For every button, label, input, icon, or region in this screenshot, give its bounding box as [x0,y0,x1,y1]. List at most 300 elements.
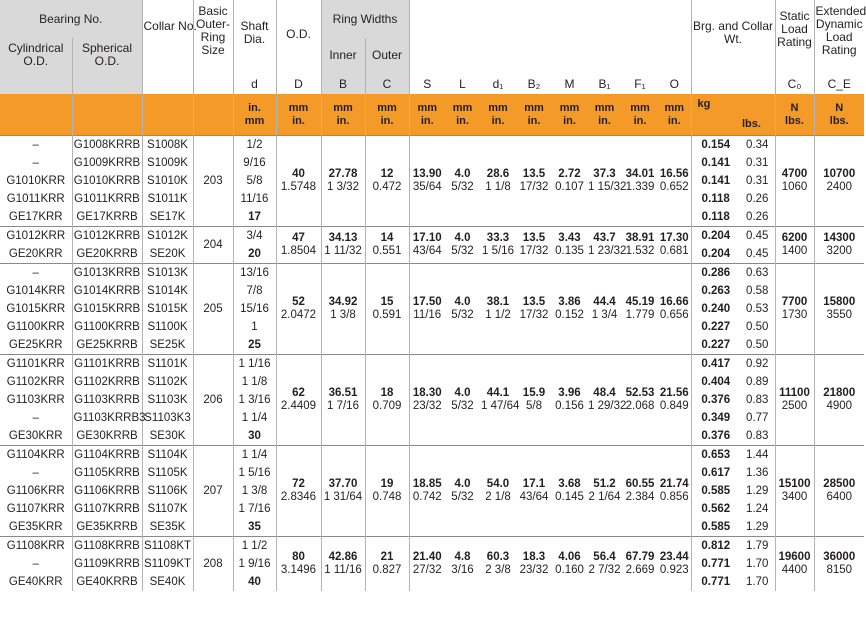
collar-no-cell: S1101K [142,355,193,374]
dim-mm-value: 23.44 [659,551,689,563]
shaft-dia-cell: 1 9/16 [233,555,276,573]
dim-mm-value: 16.66 [659,296,689,308]
weight-lbs-cell: 0.26 [746,210,769,223]
shaft-dia-cell: 1 1/8 [233,373,276,391]
collar-no-cell: S1013K [142,264,193,283]
dim-d1-cell [480,355,520,446]
units-blank-1 [0,94,72,136]
dim-l-cell [445,227,480,264]
units-blank-3 [142,94,193,136]
table-row [0,264,864,283]
weight-lbs-cell: 0.63 [740,264,775,283]
load-n-value: 28500 [823,478,856,490]
spherical-od-cell: G1011KRRB [72,190,142,208]
units-kg: kg [691,94,740,136]
units-load [775,94,814,136]
dim-in-value: 17/32 [519,309,549,321]
collar-no-cell: S1100K [142,318,193,336]
dim-mm-value: 14 [380,232,394,244]
dim-in-value: 1 15/32 [588,181,627,193]
load-n-value: 7700 [781,296,808,308]
weight-kg-cell: 0.349 [691,409,740,427]
unit-in: in. [380,114,394,127]
units-dim [622,94,658,136]
dim-in-value: 0.156 [555,400,584,412]
dim-in-value: 0.742 [412,491,442,503]
ring-size-cell: 206 [193,355,233,446]
dim-in-value: 0.709 [372,400,402,412]
dim-mm-value: 38.91 [625,232,655,244]
dim-mm-value: 19 [380,478,394,490]
header-ring-widths: Ring Widths [321,0,409,38]
shaft-dia-cell: 1 1/2 [233,537,276,556]
collar-no-cell: SE30K [142,427,193,446]
dim-in-value: 43/64 [412,245,442,257]
dim-in-value: 0.472 [372,181,402,193]
weight-kg-cell: 0.118 [691,208,740,227]
load-n-value: 15800 [823,296,856,308]
collar-no-cell: S1103K3 [142,409,193,427]
dim-mm-value: 33.3 [486,232,510,244]
symbol-B1: B₁ [598,77,611,91]
dim-in-value: 0.681 [659,245,689,257]
dim-b-cell [321,136,365,227]
dim-mm-value: 44.4 [593,296,616,308]
table-row [0,355,864,374]
spherical-od-cell: GE30KRRB [72,427,142,446]
collar-no-cell: S1109KT [142,555,193,573]
dynamic-load-cell [814,136,864,227]
static-load-cell [775,537,814,592]
collar-no-cell: SE40K [142,573,193,591]
dim-in-value: 0.152 [555,309,584,321]
dim-in-value: 1 11/32 [324,245,362,257]
weight-lbs-cell: 0.77 [746,411,769,424]
dim-mm-value: 21.56 [659,387,689,399]
unit-mm: mm [664,101,685,114]
load-lbs-value: 3400 [781,491,808,503]
dim-in-value: 0.135 [555,245,584,257]
shaft-dia-cell: 5/8 [233,172,276,190]
dim-mm-value: 37.70 [328,478,358,490]
load-n-value: 11100 [779,387,810,399]
dim-mm-value: 72 [292,478,305,490]
header-spherical: Spherical O.D. [72,38,142,72]
dim-mm-value: 37.3 [593,168,616,180]
dim-in-value: 2 1/8 [485,491,511,503]
weight-kg-cell: 0.585 [691,482,740,500]
collar-no-cell: S1009K [142,154,193,172]
dim-s-cell [409,537,445,592]
dim-m-cell [552,227,587,264]
symbol-B2: B₂ [527,77,541,91]
weight-lbs-cell: 0.50 [746,338,769,351]
dim-mm-value: 3.96 [558,387,581,399]
weight-lbs-cell: 0.89 [746,375,769,388]
weight-kg-cell: 0.240 [691,300,740,318]
cylindrical-od-cell: GE30KRR [8,429,63,442]
dim-b2-cell [516,355,552,446]
unit-in: in. [527,114,541,127]
dim-l-cell [445,537,480,592]
dim-m-cell [552,537,587,592]
weight-kg-cell: 0.771 [691,573,740,591]
dim-in-value: 2.068 [625,400,655,412]
unit-mm: mm [559,101,580,114]
dim-in-value: 1 11/16 [324,564,362,576]
spherical-od-cell: G1010KRRB [72,172,142,190]
units-dim [587,94,622,136]
dim-mm-value: 43.7 [593,232,616,244]
shaft-dia-cell: 9/16 [233,154,276,172]
dim-mm-value: 54.0 [486,478,510,490]
dim-f1-cell [622,537,658,592]
unit-mm: mm [244,114,265,127]
dim-in-value: 1 1/2 [485,309,511,321]
static-load-cell [775,264,814,355]
unit-N: N [835,101,844,114]
dim-mm-value: 52.53 [625,387,655,399]
dim-mm-value: 18.30 [412,387,442,399]
dim-c-cell [365,136,409,227]
dim-b-cell [321,537,365,592]
dim-m-cell [552,355,587,446]
units-lbs: lbs. [740,94,775,136]
dim-mm-value: 21.40 [412,551,442,563]
dim-in-value: 5/32 [451,491,474,503]
header-shaft-dia: Shaft Dia. [233,0,276,72]
dim-in-value: 23/32 [412,400,442,412]
symbol-d: d [233,72,276,94]
static-load-cell [775,136,814,227]
symbol-d1: d₁ [492,77,504,91]
collar-no-cell: SE35K [142,518,193,537]
weight-kg-cell: 0.653 [691,446,740,465]
dim-mm-value: 18.3 [522,551,546,563]
dim-mm-value: 13.5 [522,232,546,244]
dim-mm-value: 3.43 [558,232,581,244]
dim-o-cell [658,264,691,355]
weight-lbs-cell: 1.29 [746,520,769,533]
units-dim [658,94,691,136]
dim-in-value: 2 3/8 [485,564,511,576]
collar-no-cell: S1102K [142,373,193,391]
unit-in: in. [598,114,611,127]
dim-mm-value: 51.2 [593,478,616,490]
dim-mm-value: 4.0 [454,387,471,399]
unit-in: in. [336,114,350,127]
weight-kg-cell: 0.404 [691,373,740,391]
spherical-od-cell: G1107KRRB [72,500,142,518]
collar-no-cell: SE25K [142,336,193,355]
dim-o-cell [658,446,691,537]
dim-in-value: 0.856 [659,491,689,503]
shaft-dia-cell: 7/8 [233,282,276,300]
weight-lbs-cell: 1.70 [746,575,769,588]
weight-lbs-cell: 0.31 [746,174,769,187]
header-cylindrical: Cylindrical O.D. [0,38,72,72]
shaft-dia-cell: 1 1/4 [233,446,276,465]
shaft-dia-cell: 1 3/8 [233,482,276,500]
dim-mm-value: 38.1 [486,296,510,308]
load-n-value: 21800 [823,387,856,399]
shaft-dia-cell: 11/16 [233,190,276,208]
header-static-load: Static Load Rating [775,0,814,72]
dim-s-cell [409,264,445,355]
dim-in-value: 1 7/16 [327,400,359,412]
dim-b-cell [321,264,365,355]
shaft-dia-cell: 35 [233,518,276,537]
dim-mm-value: 13.90 [412,168,442,180]
dim-mm-value: 21 [380,551,394,563]
dim-in-value: 0.849 [659,400,689,412]
dim-in-value: 1.779 [625,309,655,321]
units-load [814,94,864,136]
weight-kg-cell: 0.204 [691,227,740,246]
dim-in-value: 1.339 [625,181,655,193]
header-gray-fill-2 [72,72,142,94]
unit-mm: mm [377,101,397,114]
load-n-value: 10700 [823,168,856,180]
symbol-M: M [564,77,575,91]
header-collar-no: Collar No. [142,0,193,94]
cylindrical-od-cell: – [32,466,39,479]
dim-mm-value: 15 [380,296,394,308]
collar-no-cell: SE17K [142,208,193,227]
header-ext-dyn-load: Extended Dynamic Load Rating [814,0,864,72]
dim-mm-value: 45.19 [625,296,655,308]
dim-mm-value: 18.85 [412,478,442,490]
spherical-od-cell: G1106KRRB [72,482,142,500]
dim-mm-value: 17.30 [659,232,689,244]
dim-b1-cell [587,264,622,355]
weight-kg-cell: 0.771 [691,555,740,573]
unit-N: N [790,101,799,114]
dim-mm-value: 12 [380,168,394,180]
weight-lbs-cell: 1.70 [746,557,769,570]
dim-c-cell [365,227,409,264]
dim-mm-value: 27.78 [328,168,358,180]
dim-mm-value: 4.8 [454,551,471,563]
load-lbs-value: 2400 [826,181,853,193]
dynamic-load-cell [814,264,864,355]
spherical-od-cell: G1009KRRB [72,154,142,172]
header-inner: Inner [321,38,365,72]
weight-lbs-cell: 0.31 [746,156,769,169]
table-row [0,537,864,556]
spherical-od-cell: G1013KRRB [72,264,142,283]
cylindrical-od-cell: G1015KRR [6,302,66,315]
cylindrical-od-cell: GE40KRR [8,575,63,588]
weight-kg-cell: 0.227 [691,318,740,336]
cylindrical-od-cell: GE25KRR [8,338,63,351]
shaft-dia-cell: 40 [233,573,276,591]
dim-mm-value: 34.01 [625,168,655,180]
cylindrical-od-cell: GE17KRR [8,210,63,223]
weight-kg-cell: 0.812 [691,537,740,556]
load-n-value: 4700 [781,168,808,180]
cylindrical-od-cell: GE35KRR [8,520,63,533]
weight-kg-cell: 0.286 [691,264,740,283]
symbol-CE: C_E [814,72,864,94]
dim-in-value: 1 31/64 [323,491,363,503]
dim-f1-cell [622,355,658,446]
dim-o-cell [658,355,691,446]
shaft-dia-cell: 1 7/16 [233,500,276,518]
dim-mm-value: 4.0 [454,296,471,308]
cylindrical-od-cell: G1012KRR [0,227,72,246]
shaft-dia-cell: 25 [233,336,276,355]
dim-mm-value: 3.86 [558,296,581,308]
header-brg-collar-wt: Brg. and Collar Wt. [691,0,775,72]
dim-in-value: 0.656 [659,309,689,321]
cylindrical-od-cell: G1100KRR [6,320,65,333]
load-lbs-value: 3200 [826,245,853,257]
weight-kg-cell: 0.376 [691,427,740,446]
unit-mm: mm [524,101,544,114]
dim-s-cell [409,227,445,264]
dim-in-value: 0.923 [659,564,689,576]
unit-mm: mm [417,101,438,114]
dim-in-value: 43/64 [519,491,549,503]
ring-size-cell: 204 [193,227,233,264]
dim-in-value: 5/32 [451,309,474,321]
dim-in-value: 0.145 [555,491,584,503]
shaft-dia-cell: 1 1/4 [233,409,276,427]
spherical-od-cell: G1101KRRB [72,355,142,374]
dim-mm-value: 40 [292,168,305,180]
static-load-cell [775,446,814,537]
dim-in-value: 35/64 [412,181,442,193]
weight-kg-cell: 0.141 [691,172,740,190]
dim-mm-value: 42.86 [328,551,358,563]
unit-in: in. [248,101,261,114]
dim-in-value: 5/32 [451,181,474,193]
dim-b2-cell [516,446,552,537]
table-row [0,136,864,155]
dim-o-cell [658,227,691,264]
unit-in: in. [420,114,434,127]
dim-in-value: 2.4409 [280,400,317,412]
load-lbs-value: 4400 [781,564,808,576]
dim-d1-cell [480,264,516,355]
collar-no-cell: S1104K [142,446,193,465]
dim-l-cell [445,446,480,537]
dim-m-cell [552,136,587,227]
load-n-value: 14300 [823,232,856,244]
cylindrical-od-cell: – [32,557,39,570]
static-load-cell [775,227,814,264]
dim-f1-cell [622,446,658,537]
dim-b2-cell [516,227,552,264]
dim-m-cell [552,264,587,355]
symbol-D: D [276,72,321,94]
collar-no-cell: S1015K [142,300,193,318]
dim-s-cell [409,136,445,227]
spherical-od-cell: G1100KRRB [72,318,142,336]
dim-in-value: 0.652 [659,181,689,193]
spherical-od-cell: GE40KRRB [72,573,142,591]
dim-in-value: 0.551 [372,245,402,257]
dim-o-cell [658,537,691,592]
unit-in: in. [633,114,647,127]
header-od: O.D. [276,0,321,72]
weight-lbs-cell: 1.29 [746,484,769,497]
header-blank [409,0,691,38]
static-load-cell [775,355,814,446]
dim-in-value: 3/16 [451,564,474,576]
dim-d1-cell [480,446,516,537]
load-lbs-value: 8150 [826,564,853,576]
shaft-dia-cell: 1 3/16 [233,391,276,409]
spherical-od-cell: GE35KRRB [72,518,142,537]
cylindrical-od-cell: – [32,411,39,424]
dim-l-cell [445,136,480,227]
units-dim [445,94,480,136]
dim-c-cell [365,537,409,592]
dim-b2-cell [516,264,552,355]
cylindrical-od-cell: G1104KRR [0,446,72,465]
dim-in-value: 1.5748 [280,181,317,193]
units-dim [365,94,409,136]
load-lbs-value: 1400 [781,245,808,257]
cylindrical-od-cell: G1107KRR [6,502,65,515]
weight-kg-cell: 0.227 [691,336,740,355]
ring-size-cell: 205 [193,264,233,355]
symbol-Co: C₀ [775,72,814,94]
header-bearing-no: Bearing No. [0,0,142,38]
weight-kg-cell: 0.562 [691,500,740,518]
weight-kg-cell: 0.417 [691,355,740,374]
unit-lbs: lbs. [829,114,849,127]
dim-b-cell [321,446,365,537]
load-n-value: 19600 [778,551,811,563]
spherical-od-cell: G1103KRRB3 [72,409,142,427]
dim-d-cell [276,227,321,264]
dim-mm-value: 4.0 [454,232,471,244]
dim-mm-value: 52 [292,296,305,308]
unit-mm: mm [630,101,650,114]
dim-in-value: 0.748 [372,491,402,503]
spherical-od-cell: G1108KRRB [72,537,142,556]
dim-m-cell [552,446,587,537]
dim-in-value: 0.107 [555,181,584,193]
shaft-dia-cell: 1/2 [233,136,276,155]
cylindrical-od-cell: – [0,264,72,283]
units-dim [480,94,516,136]
weight-kg-cell: 0.118 [691,190,740,208]
spherical-od-cell: GE17KRRB [72,208,142,227]
spherical-od-cell: G1105KRRB [72,464,142,482]
units-blank-4 [193,94,233,136]
cylindrical-od-cell: G1103KRR [6,393,65,406]
load-lbs-value: 2500 [781,400,808,412]
dim-mm-value: 44.1 [486,387,510,399]
dim-d-cell [276,136,321,227]
dynamic-load-cell [814,537,864,592]
dim-mm-value: 60.3 [486,551,510,563]
unit-lbs: lbs. [785,114,804,127]
dynamic-load-cell [814,355,864,446]
units-dim [276,94,321,136]
dim-o-cell [658,136,691,227]
dim-c-cell [365,355,409,446]
dim-b1-cell [587,355,627,446]
weight-kg-cell: 0.585 [691,518,740,537]
cylindrical-od-cell: G1101KRR [0,355,72,374]
weight-kg-cell: 0.263 [691,282,740,300]
weight-lbs-cell: 0.45 [740,227,775,246]
